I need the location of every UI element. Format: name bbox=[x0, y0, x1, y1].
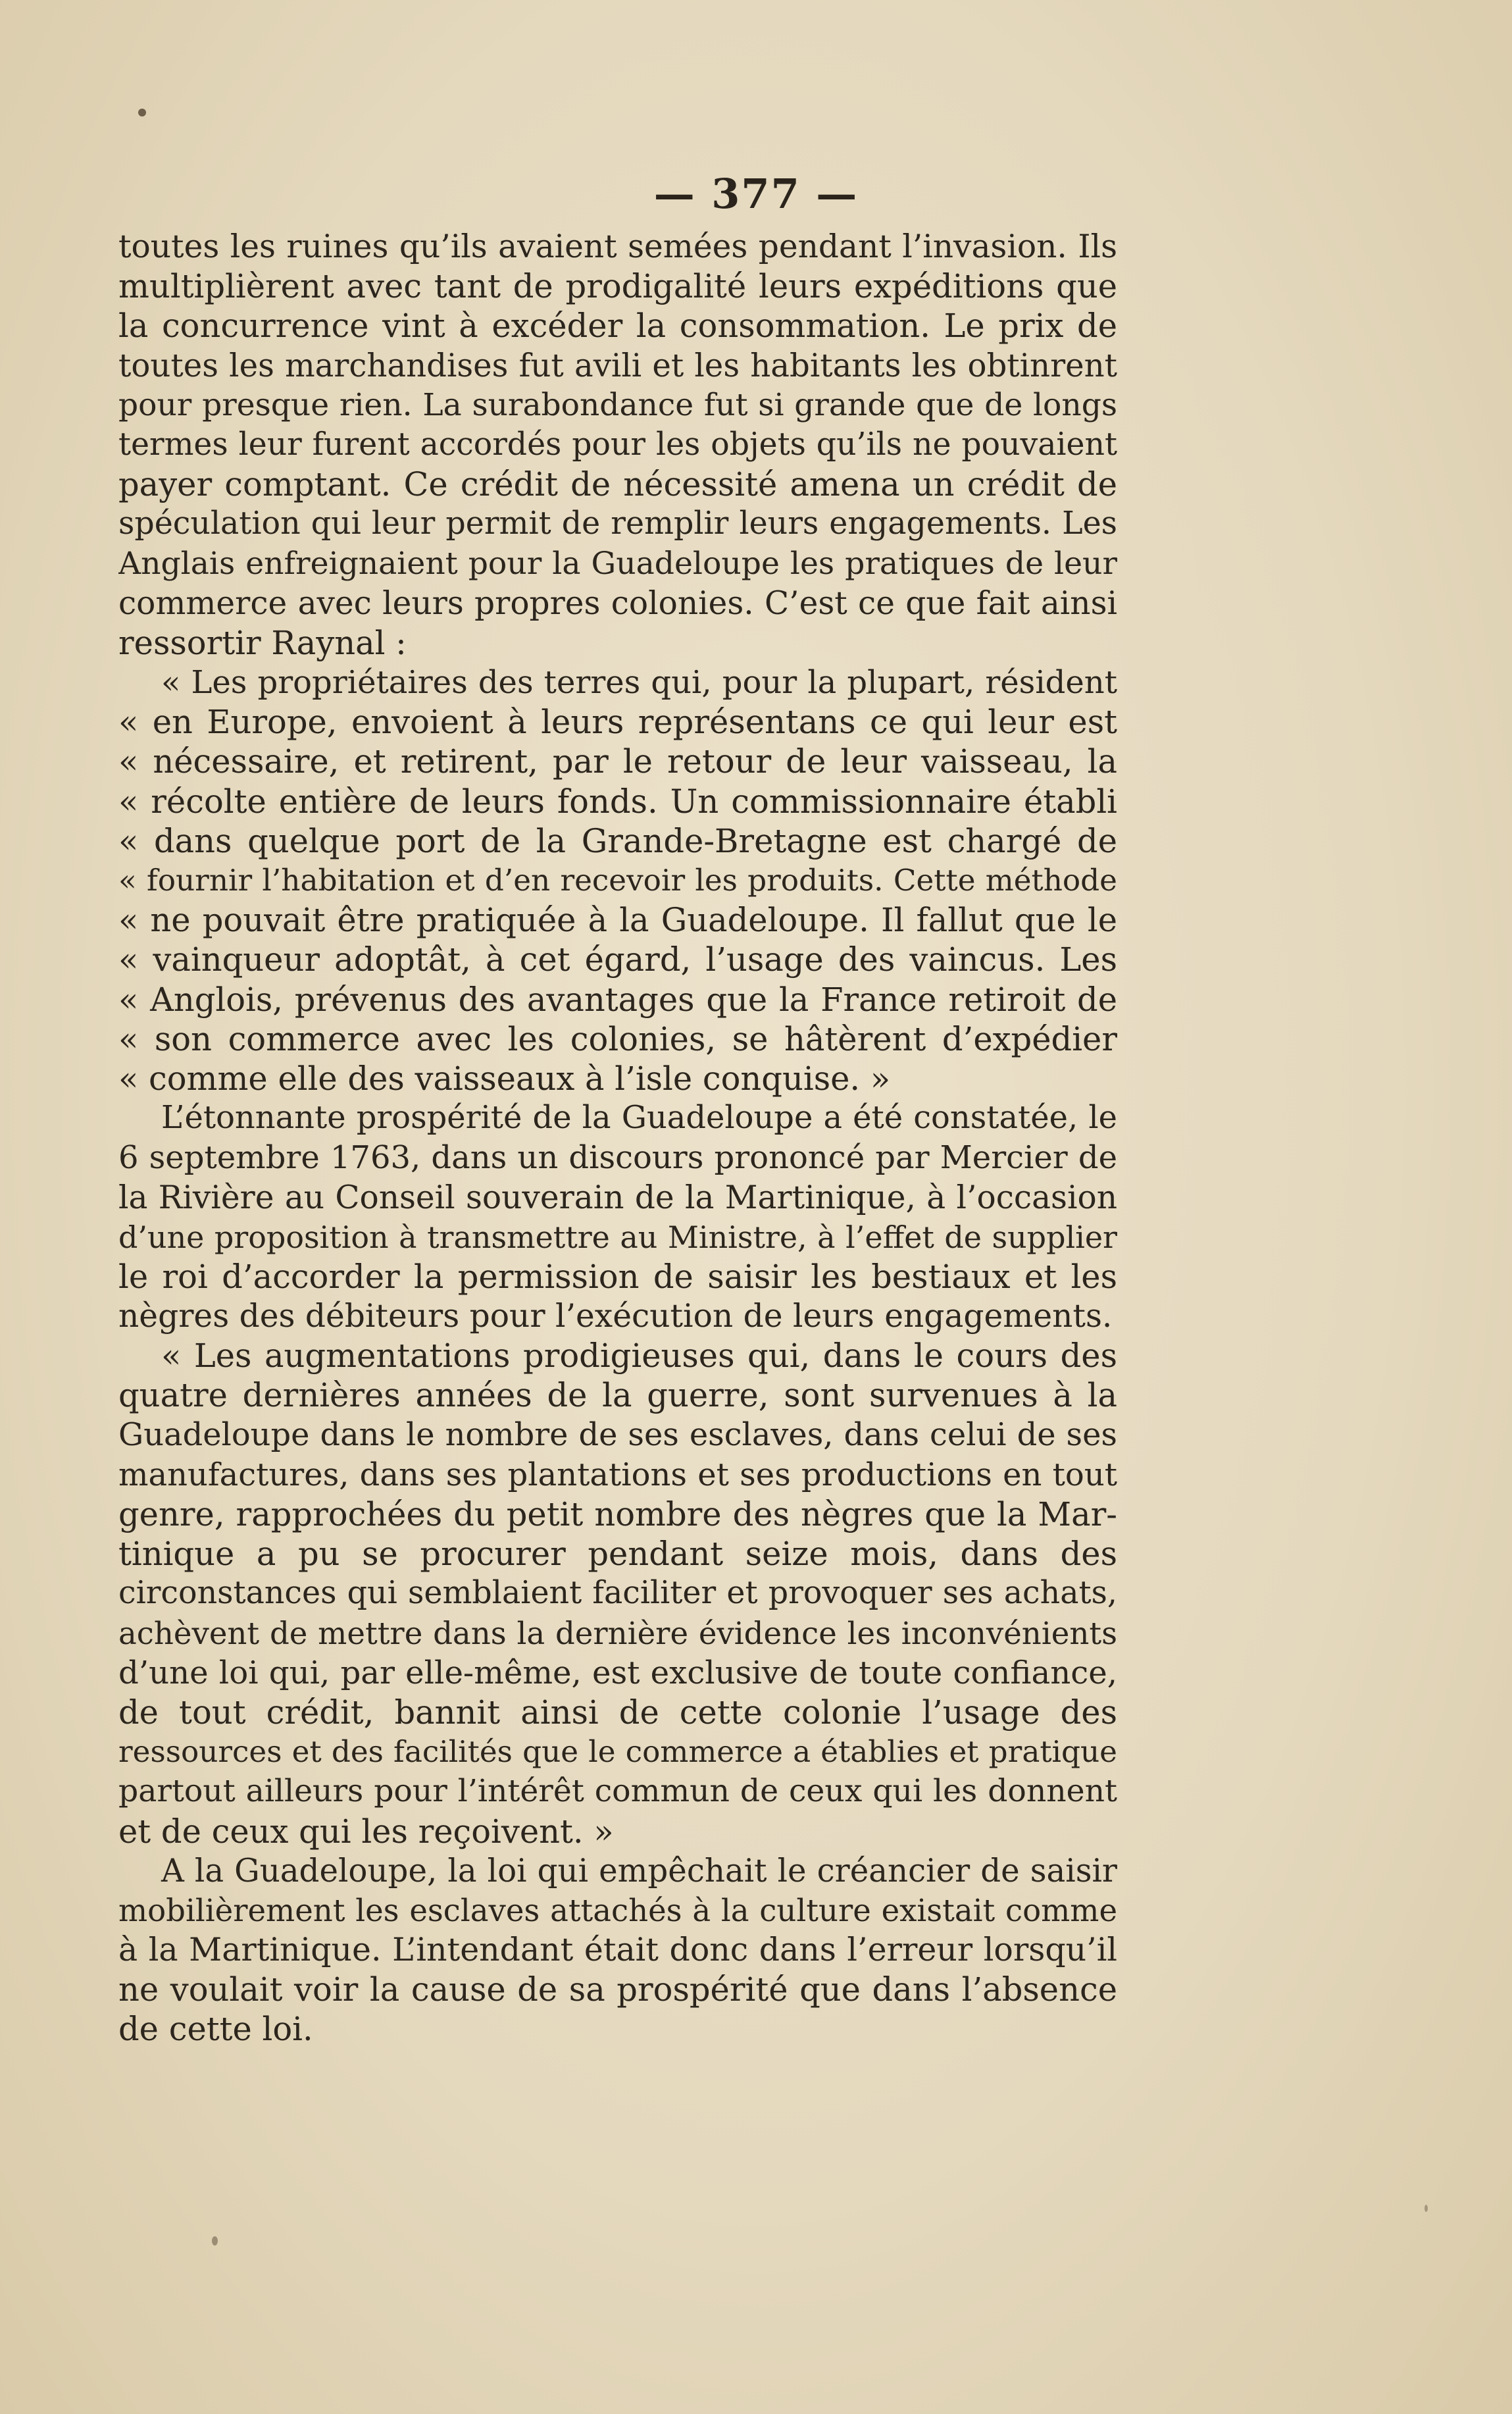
body-text bbox=[118, 227, 1117, 2049]
text-line: commerce avec leurs propres colonies. C’est ce que fait ainsi bbox=[118, 584, 1117, 622]
text-line: nègres des débiteurs pour l’exécution de leurs engagements. bbox=[118, 1298, 1113, 1335]
text-line: « Les augmentations prodigieuses qui, dans le cours des bbox=[161, 1337, 1117, 1375]
text-line: d’une loi qui, par elle-même, est exclusive de toute confiance, bbox=[118, 1654, 1117, 1691]
text-line: tinique a pu se procurer pendant seize mois, dans des bbox=[118, 1535, 1117, 1574]
ink-speck bbox=[212, 2236, 218, 2246]
text-line: d’une proposition à transmettre au Ministre, à l’effet de supplier bbox=[118, 1219, 1117, 1255]
text-line: A la Guadeloupe, la loi qui empêchait le créancier de saisir bbox=[161, 1852, 1117, 1889]
text-line: « vainqueur adoptât, à cet égard, l’usage des vaincus. Les bbox=[118, 940, 1117, 979]
text-line: achèvent de mettre dans la dernière évidence les inconvénients bbox=[118, 1615, 1117, 1651]
text-line: à la Martinique. L’intendant était donc dans l’erreur lorsqu’il bbox=[118, 1931, 1117, 1969]
text-line: « dans quelque port de la Grande-Bretagne est chargé de bbox=[118, 821, 1117, 860]
text-line: le roi d’accorder la permission de saisir les bestiaux et les bbox=[118, 1257, 1117, 1296]
text-line: de cette loi. bbox=[118, 2010, 313, 2049]
ink-speck bbox=[1424, 2205, 1428, 2212]
text-line: manufactures, dans ses plantations et ses productions en tout bbox=[118, 1456, 1117, 1493]
text-line: « son commerce avec les colonies, se hâtèrent d’expédier bbox=[118, 1019, 1117, 1058]
text-line: la Rivière au Conseil souverain de la Martinique, à l’occasion bbox=[118, 1179, 1117, 1216]
text-line: payer comptant. Ce crédit de nécessité amena un crédit de bbox=[118, 465, 1117, 504]
text-line: ne voulait voir la cause de sa prospérité que dans l’absence bbox=[118, 1970, 1117, 2009]
text-line: quatre dernières années de la guerre, sont survenues à la bbox=[118, 1376, 1117, 1415]
text-line: ressources et des facilités que le commerce a établies et pratique bbox=[118, 1734, 1117, 1770]
text-line: « ne pouvait être pratiquée à la Guadeloupe. Il fallut que le bbox=[118, 901, 1117, 940]
text-line: et de ceux qui les reçoivent. » bbox=[118, 1812, 614, 1851]
text-line: ressortir Raynal : bbox=[118, 623, 407, 662]
text-line: « fournir l’habitation et d’en recevoir les produits. Cette méthode bbox=[118, 863, 1117, 898]
text-line: Guadeloupe dans le nombre de ses esclaves, dans celui de ses bbox=[118, 1416, 1117, 1453]
text-line: « Anglois, prévenus des avantages que la France retiroit de bbox=[118, 980, 1117, 1019]
text-line: mobilièrement les esclaves attachés à la culture existait comme bbox=[118, 1892, 1117, 1928]
text-line: toutes les ruines qu’ils avaient semées pendant l’invasion. Ils bbox=[118, 228, 1117, 265]
page-number: — 377 — bbox=[653, 170, 859, 218]
text-line: L’étonnante prospérité de la Guadeloupe a été constatée, le bbox=[161, 1100, 1117, 1137]
text-line: « en Europe, envoient à leurs représentans ce qui leur est bbox=[118, 703, 1117, 742]
text-line: spéculation qui leur permit de remplir leurs engagements. Les bbox=[118, 505, 1117, 542]
text-line: « comme elle des vaisseaux à l’isle conquise. » bbox=[118, 1059, 891, 1098]
text-line: toutes les marchandises fut avili et les habitants les obtinrent bbox=[118, 347, 1117, 384]
ink-speck bbox=[138, 109, 146, 116]
text-line: termes leur furent accordés pour les objets qu’ils ne pouvaient bbox=[118, 426, 1117, 463]
text-line: 6 septembre 1763, dans un discours prononcé par Mercier de bbox=[118, 1139, 1117, 1177]
text-line: multiplièrent avec tant de prodigalité leurs expéditions que bbox=[118, 267, 1117, 306]
text-line: « Les propriétaires des terres qui, pour la plupart, résident bbox=[161, 664, 1117, 702]
text-line: circonstances qui semblaient faciliter et provoquer ses achats, bbox=[118, 1575, 1117, 1612]
text-line: pour presque rien. La surabondance fut si grande que de longs bbox=[118, 386, 1117, 423]
text-line: « nécessaire, et retirent, par le retour de leur vaisseau, la bbox=[118, 742, 1117, 781]
text-line: « récolte entière de leurs fonds. Un commissionnaire établi bbox=[118, 782, 1117, 821]
text-line: genre, rapprochées du petit nombre des nègres que la Mar- bbox=[118, 1495, 1117, 1533]
text-line: partout ailleurs pour l’intérêt commun de ceux qui les donnent bbox=[118, 1773, 1117, 1810]
text-line: Anglais enfreignaient pour la Guadeloupe les pratiques de leur bbox=[118, 545, 1117, 582]
text-line: de tout crédit, bannit ainsi de cette colonie l’usage des bbox=[118, 1693, 1117, 1732]
text-line: la concurrence vint à excéder la consommation. Le prix de bbox=[118, 307, 1117, 346]
